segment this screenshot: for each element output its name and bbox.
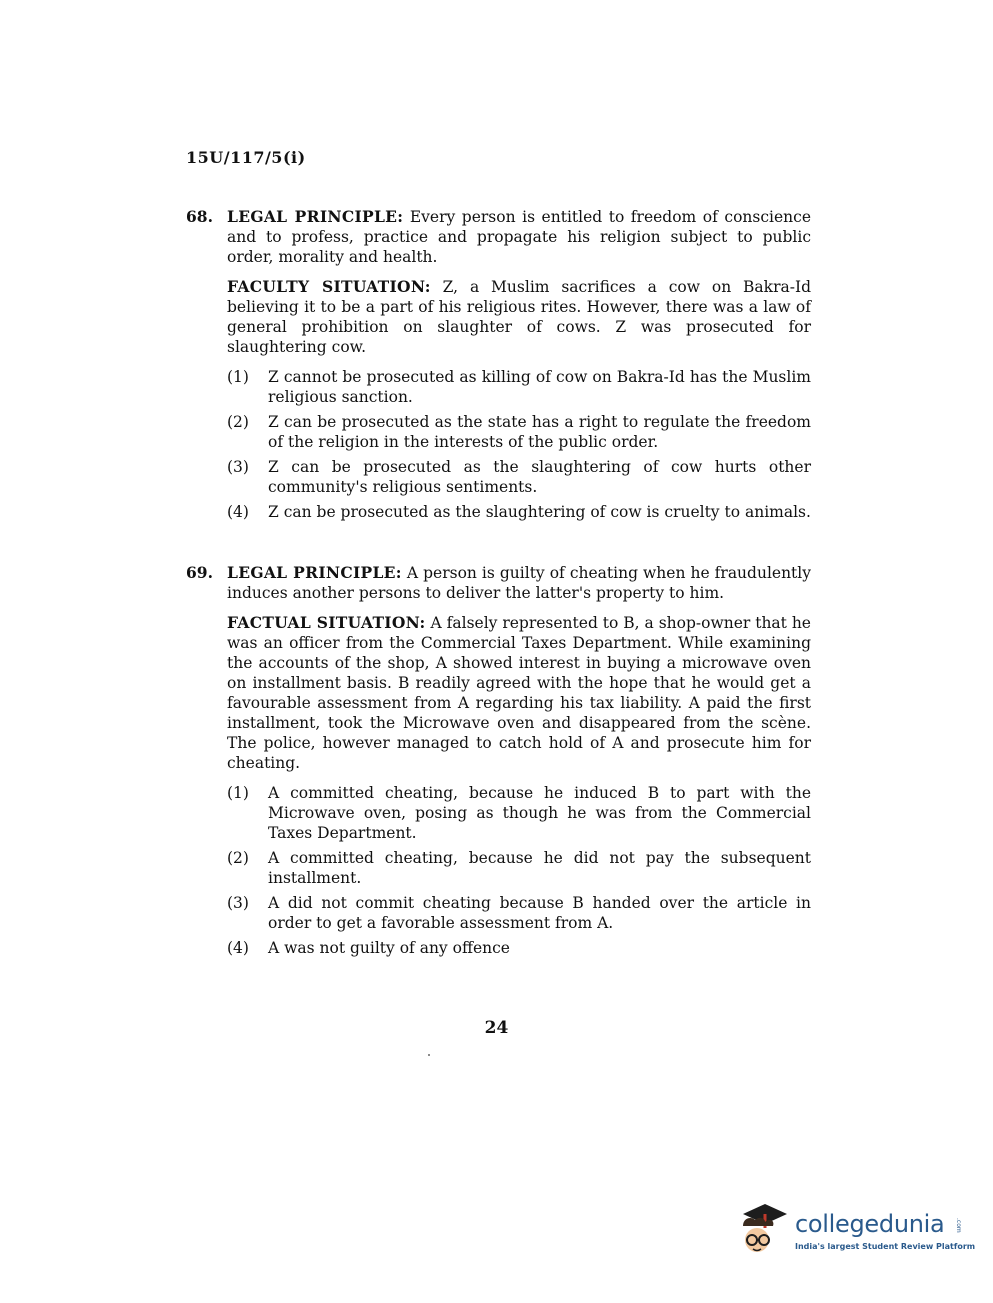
option-number: (4): [227, 939, 249, 957]
situation-text: Z, a Muslim sacrifices a cow on Bakra-Id believing it to be a part of his religious rites. However, there was a law of general prohibition on slaughter of cows. Z was prosecuted for slaughtering cow.: [227, 278, 811, 356]
scan-speck: [428, 1054, 430, 1056]
option-item[interactable]: [227, 783, 811, 843]
option-item[interactable]: [227, 457, 811, 497]
option-text: A did not commit cheating because B handed over the article in order to get a favorable assessment from A.: [268, 894, 811, 932]
option-number: (2): [227, 849, 249, 867]
option-text: Z cannot be prosecuted as killing of cow on Bakra-Id has the Muslim religious sanction.: [268, 368, 811, 406]
situation: [227, 277, 811, 357]
legal-principle-label: LEGAL PRINCIPLE:: [227, 207, 404, 226]
question-number: 68.: [186, 207, 213, 226]
page-number: 24: [484, 1018, 509, 1038]
question-68: [186, 207, 811, 527]
logo-tagline: India's largest Student Review Platform: [795, 1242, 976, 1251]
option-number: (1): [227, 784, 249, 802]
logo-domain: .com: [955, 1218, 962, 1233]
option-text: Z can be prosecuted as the slaughtering of cow hurts other community's religious sentiments.: [268, 458, 811, 496]
legal-principle: [227, 207, 811, 267]
option-number: (3): [227, 458, 249, 476]
situation: [227, 613, 811, 773]
option-number: (3): [227, 894, 249, 912]
question-69: [186, 563, 811, 963]
option-text: Z can be prosecuted as the state has a right to regulate the freedom of the religion in the interests of the public order.: [268, 413, 811, 451]
legal-principle-label: LEGAL PRINCIPLE:: [227, 563, 402, 582]
option-item[interactable]: [227, 848, 811, 888]
option-text: A committed cheating, because he did not pay the subsequent installment.: [268, 849, 811, 887]
option-number: (4): [227, 503, 249, 521]
option-text: A was not guilty of any offence: [268, 939, 510, 957]
option-item[interactable]: [227, 893, 811, 933]
option-number: (1): [227, 368, 249, 386]
student-mascot-icon: [735, 1196, 793, 1258]
option-item[interactable]: [227, 502, 811, 522]
legal-principle: [227, 563, 811, 603]
question-number: 69.: [186, 563, 213, 582]
situation-text: A falsely represented to B, a shop-owner that he was an officer from the Commercial Taxes Department. While examining the accounts of the shop, A showed interest in buying a microwave oven on installment basis. B readily agreed with the hope that he would get a favourable assessment from A regarding his tax liability. A paid the first installment, took the Microwave oven and disappeared from the scène. The police, however managed to catch hold of A and prosecute him for cheating.: [227, 614, 811, 772]
legal-principle-text: A person is guilty of cheating when he fraudulently induces another persons to deliver the latter's property to him.: [227, 564, 812, 602]
situation-label: FACTUAL SITUATION:: [227, 613, 426, 632]
option-item[interactable]: [227, 367, 811, 407]
option-number: (2): [227, 413, 249, 431]
option-item[interactable]: [227, 412, 811, 452]
option-text: Z can be prosecuted as the slaughtering of cow is cruelty to animals.: [268, 503, 811, 521]
options-list: [227, 367, 811, 522]
option-text: A committed cheating, because he induced B to part with the Microwave oven, posing as though he was from the Commercial Taxes Department.: [268, 784, 811, 842]
logo-name: collegedunia: [795, 1210, 945, 1238]
option-item[interactable]: [227, 938, 811, 958]
options-list: [227, 783, 811, 958]
situation-label: FACULTY SITUATION:: [227, 277, 431, 296]
collegedunia-logo: [735, 1196, 976, 1266]
legal-principle-text: Every person is entitled to freedom of conscience and to profess, practice and propagate his religion subject to public order, morality and health.: [227, 208, 811, 266]
page-code: 15U/117/5(i): [186, 148, 306, 167]
